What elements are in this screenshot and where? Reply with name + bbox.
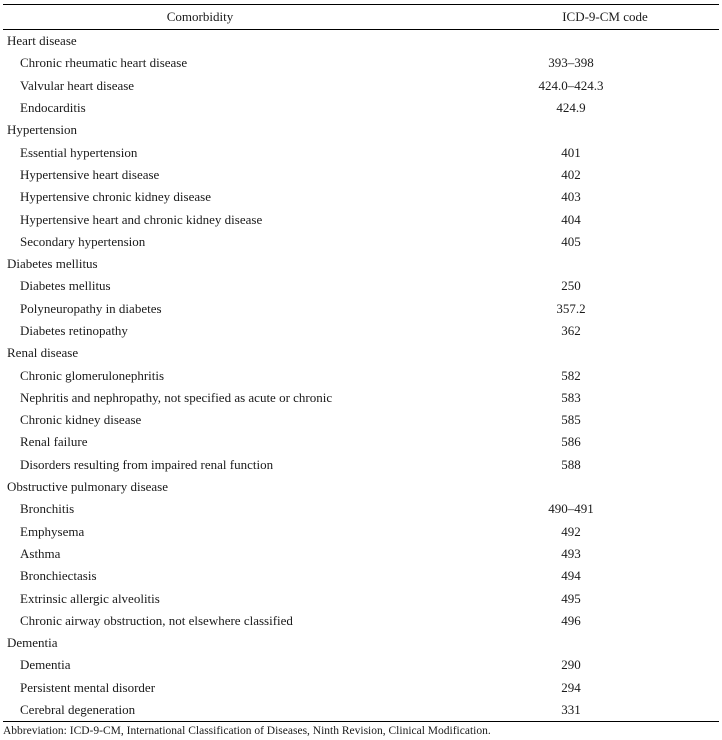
icd-code-cell: [397, 409, 719, 431]
table-row: [3, 543, 719, 565]
table-row: [3, 164, 719, 186]
table-row: [3, 699, 719, 722]
comorbidity-name: Asthma: [20, 545, 61, 561]
icd-code-cell: [397, 75, 719, 97]
table-row: [3, 409, 719, 431]
table-row: [3, 565, 719, 587]
table-row: [3, 610, 719, 632]
group-label: Dementia: [7, 635, 58, 651]
comorbidity-name: Hypertensive heart and chronic kidney disease: [20, 211, 263, 227]
icd-code-cell: [397, 275, 719, 297]
icd-code: 582: [561, 367, 581, 383]
footnote: Abbreviation: ICD-9-CM, International Classification of Diseases, Ninth Revision, Clinical Modification.: [3, 725, 491, 737]
icd-code: 401: [561, 144, 581, 160]
group-row: [3, 119, 719, 141]
table-row: [3, 186, 719, 208]
comorbidity-name: Chronic rheumatic heart disease: [20, 55, 188, 71]
header-comorbidity: Comorbidity: [3, 5, 397, 30]
table-row: [3, 521, 719, 543]
comorbidity-name: Secondary hypertension: [20, 233, 146, 249]
icd-code-cell: [397, 141, 719, 163]
comorbidity-name: Extrinsic allergic alveolitis: [20, 590, 160, 606]
table-row: [3, 320, 719, 342]
comorbidity-name: Chronic kidney disease: [20, 412, 142, 428]
comorbidity-name: Polyneuropathy in diabetes: [20, 300, 162, 316]
icd-code: 294: [561, 679, 581, 695]
icd-code: 424.9: [556, 100, 586, 116]
comorbidity-name: Diabetes mellitus: [20, 278, 111, 294]
icd-code: 403: [561, 189, 581, 205]
icd-code-cell: [397, 431, 719, 453]
icd-code: 586: [561, 434, 581, 450]
comorbidity-name: Essential hypertension: [20, 144, 138, 160]
icd-code-cell: [397, 208, 719, 230]
icd-code: 250: [561, 278, 581, 294]
icd-code-cell: [397, 97, 719, 119]
icd-code: 585: [561, 412, 581, 428]
header-code-label: ICD-9-CM code: [562, 9, 648, 24]
icd-code-cell: [397, 231, 719, 253]
table-row: [3, 364, 719, 386]
table-row: [3, 454, 719, 476]
comorbidity-name: Bronchitis: [20, 501, 75, 517]
table-row: [3, 587, 719, 609]
icd-code: 493: [561, 545, 581, 561]
comorbidity-name: Emphysema: [20, 523, 85, 539]
table-row: [3, 97, 719, 119]
icd-code: 393–398: [548, 55, 594, 71]
table-row: [3, 654, 719, 676]
icd-code: 405: [561, 233, 581, 249]
icd-code-cell: [397, 498, 719, 520]
comorbidity-name: Bronchiectasis: [20, 568, 97, 584]
header-code: [397, 5, 719, 30]
comorbidity-name: Endocarditis: [20, 100, 86, 116]
comorbidity-name: Hypertensive heart disease: [20, 166, 160, 182]
comorbidity-table: [3, 4, 719, 722]
comorbidity-name: Diabetes retinopathy: [20, 323, 128, 338]
icd-code-cell: [397, 543, 719, 565]
icd-code-cell: [397, 654, 719, 676]
icd-code: 588: [561, 456, 581, 472]
icd-code-cell: [397, 565, 719, 587]
icd-code: 490–491: [548, 501, 594, 517]
group-row: [3, 632, 719, 654]
icd-code-cell: [397, 454, 719, 476]
icd-code: 362: [561, 323, 581, 338]
icd-code-cell: [397, 320, 719, 342]
table-body: [3, 30, 719, 722]
table-row: [3, 387, 719, 409]
table-row: [3, 431, 719, 453]
table-row: [3, 275, 719, 297]
icd-code: 357.2: [556, 300, 586, 316]
table-row: [3, 231, 719, 253]
group-row: [3, 342, 719, 364]
table-row: [3, 52, 719, 74]
icd-code: 492: [561, 523, 581, 539]
table-row: [3, 498, 719, 520]
comorbidity-name: Renal failure: [20, 434, 88, 450]
group-label: Heart disease: [7, 33, 77, 49]
group-row: [3, 253, 719, 275]
icd-code: 331: [561, 702, 581, 718]
icd-code-cell: [397, 610, 719, 632]
table-row: [3, 208, 719, 230]
icd-code: 494: [561, 568, 581, 584]
comorbidity-name: Valvular heart disease: [20, 77, 135, 93]
comorbidity-name: Nephritis and nephropathy, not specified as acute or chronic: [20, 389, 333, 405]
icd-code-cell: [397, 587, 719, 609]
icd-code-cell: [397, 52, 719, 74]
icd-code-cell: [397, 298, 719, 320]
group-label: Hypertension: [7, 122, 78, 138]
icd-code: 495: [561, 590, 581, 606]
comorbidity-name: Chronic glomerulonephritis: [20, 367, 165, 383]
icd-code: 404: [561, 211, 581, 227]
group-label: Diabetes mellitus: [7, 256, 98, 272]
icd-code: 583: [561, 389, 581, 405]
table-row: [3, 298, 719, 320]
table-header-row: [3, 5, 719, 30]
comorbidity-name: Disorders resulting from impaired renal function: [20, 456, 274, 472]
comorbidity-name: Dementia: [20, 657, 71, 673]
icd-code: 290: [561, 657, 581, 673]
icd-code-cell: [397, 521, 719, 543]
group-row: [3, 30, 719, 53]
icd-code: 496: [561, 612, 581, 628]
icd-code: 402: [561, 166, 581, 182]
icd-code-cell: [397, 677, 719, 699]
comorbidity-name: Cerebral degeneration: [3, 699, 397, 722]
icd-code: 424.0–424.3: [538, 77, 604, 93]
icd-code-cell: [397, 186, 719, 208]
icd-code-cell: [397, 164, 719, 186]
icd-code-cell: [397, 699, 719, 722]
icd-code-cell: [397, 364, 719, 386]
icd-code-cell: [397, 387, 719, 409]
table-row: [3, 141, 719, 163]
group-row: [3, 476, 719, 498]
comorbidity-name: Chronic airway obstruction, not elsewhere classified: [20, 612, 293, 628]
table-row: [3, 75, 719, 97]
group-label: Renal disease: [7, 345, 79, 361]
comorbidity-name: Hypertensive chronic kidney disease: [20, 189, 211, 205]
group-label: Obstructive pulmonary disease: [7, 479, 169, 495]
comorbidity-name: Persistent mental disorder: [20, 679, 156, 695]
table-row: [3, 677, 719, 699]
